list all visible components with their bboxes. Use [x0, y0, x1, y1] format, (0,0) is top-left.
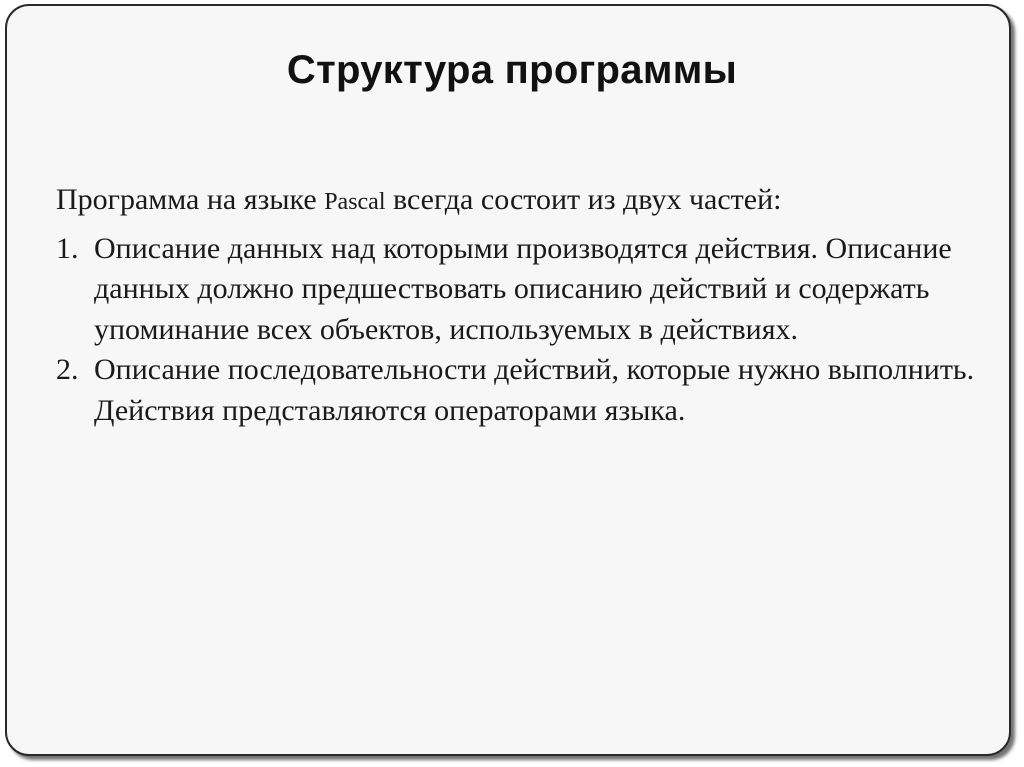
numbered-list [56, 229, 996, 432]
pascal-word: Pascal [324, 189, 386, 215]
slide-title: Структура программы [286, 48, 738, 92]
intro-line [56, 180, 996, 223]
list-item-number: 2. [56, 353, 79, 386]
list-item-text: Описание последовательности действий, которые нужно выполнить. Действия представляются операторами языка. [94, 353, 975, 427]
list-item-1 [56, 229, 996, 351]
list-item-2 [56, 350, 996, 431]
list-item-text: Описание данных над которыми производятся действия. Описание данных должно предшествовать описанию действий и содержать упоминание всех объектов, используемых в действиях. [94, 231, 952, 346]
intro-text-after: всегда состоит из двух частей: [385, 183, 782, 216]
intro-text-before: Программа на языке [56, 183, 325, 216]
slide-body [56, 180, 996, 431]
list-item-number: 1. [56, 231, 79, 265]
